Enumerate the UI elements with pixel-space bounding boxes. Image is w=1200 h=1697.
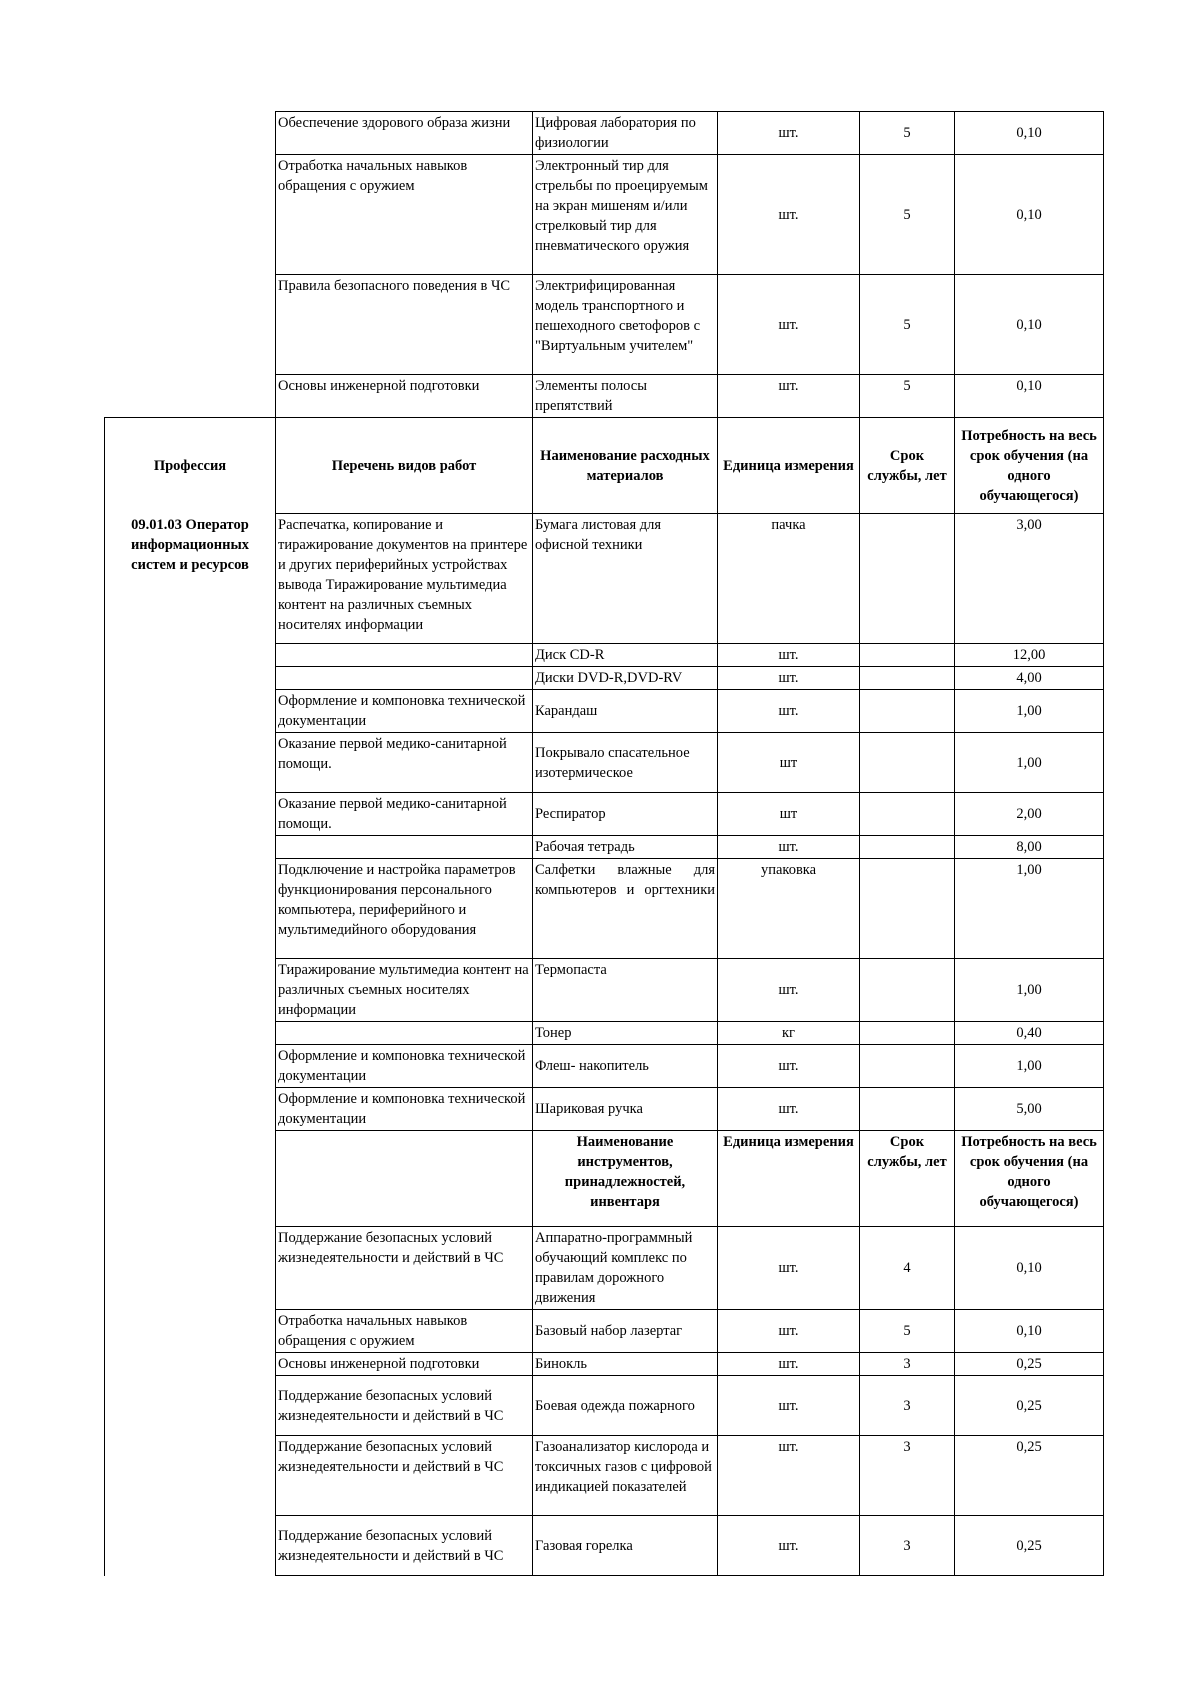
cell-service-life	[860, 1088, 955, 1131]
cell-item-name: Наименование расходных материалов	[533, 418, 718, 514]
cell-item-name: Диск CD-R	[533, 644, 718, 667]
cell-unit: шт.	[718, 155, 860, 275]
cell-profession: Профессия	[105, 418, 276, 514]
cell-work-type: Основы инженерной подготовки	[276, 375, 533, 418]
cell-requirement: 5,00	[955, 1088, 1104, 1131]
cell-work-type: Основы инженерной подготовки	[276, 1353, 533, 1376]
table-row	[105, 1088, 1104, 1131]
cell-item-name: Салфетки влажные для компьютеров и оргтехники	[533, 859, 718, 959]
cell-requirement: 0,25	[955, 1353, 1104, 1376]
cell-unit: шт.	[718, 112, 860, 155]
cell-service-life	[860, 859, 955, 959]
cell-requirement: 0,10	[955, 112, 1104, 155]
cell-requirement: Потребность на весь срок обучения (на одного обучающегося)	[955, 1131, 1104, 1227]
cell-item-name: Элементы полосы препятствий	[533, 375, 718, 418]
table-row	[105, 690, 1104, 733]
cell-service-life: Срок службы, лет	[860, 418, 955, 514]
header-row	[105, 418, 1104, 514]
table-row	[105, 1353, 1104, 1376]
cell-profession	[105, 1022, 276, 1045]
table-row	[105, 667, 1104, 690]
cell-item-name: Респиратор	[533, 793, 718, 836]
cell-unit: упаковка	[718, 859, 860, 959]
cell-item-name: Электронный тир для стрельбы по проецируемым на экран мишеням и/или стрелковый тир для пневматического оружия	[533, 155, 718, 275]
cell-requirement: Потребность на весь срок обучения (на одного обучающегося)	[955, 418, 1104, 514]
cell-requirement: 1,00	[955, 959, 1104, 1022]
cell-unit: шт.	[718, 1436, 860, 1516]
cell-service-life	[860, 644, 955, 667]
cell-service-life: 5	[860, 1310, 955, 1353]
cell-service-life	[860, 1022, 955, 1045]
cell-item-name: Наименование инструментов, принадлежностей, инвентаря	[533, 1131, 718, 1227]
cell-unit: шт.	[718, 690, 860, 733]
cell-requirement: 0,10	[955, 275, 1104, 375]
cell-service-life: 5	[860, 275, 955, 375]
table-row	[105, 1022, 1104, 1045]
cell-work-type: Правила безопасного поведения в ЧС	[276, 275, 533, 375]
cell-item-name: Бинокль	[533, 1353, 718, 1376]
cell-profession	[105, 155, 276, 275]
table-row	[105, 859, 1104, 959]
cell-unit: шт.	[718, 959, 860, 1022]
cell-work-type: Тиражирование мультимедиа контент на различных съемных носителях информации	[276, 959, 533, 1022]
table-row	[105, 644, 1104, 667]
cell-service-life	[860, 793, 955, 836]
cell-item-name: Боевая одежда пожарного	[533, 1376, 718, 1436]
cell-unit: шт.	[718, 1353, 860, 1376]
cell-unit: шт	[718, 733, 860, 793]
cell-work-type: Поддержание безопасных условий жизнедеятельности и действий в ЧС	[276, 1376, 533, 1436]
cell-requirement: 0,40	[955, 1022, 1104, 1045]
cell-work-type: Распечатка, копирование и тиражирование документов на принтере и других периферийных устройствах вывода Тиражирование мультимедиа контент на различных съемных носителях информации	[276, 514, 533, 644]
cell-requirement: 1,00	[955, 690, 1104, 733]
cell-item-name: Аппаратно-программный обучающий комплекс по правилам дорожного движения	[533, 1227, 718, 1310]
cell-unit: Единица измерения	[718, 418, 860, 514]
table-row	[105, 112, 1104, 155]
cell-requirement: 3,00	[955, 514, 1104, 644]
cell-work-type	[276, 1131, 533, 1227]
cell-service-life	[860, 836, 955, 859]
cell-requirement: 4,00	[955, 667, 1104, 690]
cell-item-name: Газовая горелка	[533, 1516, 718, 1576]
cell-profession	[105, 375, 276, 418]
cell-profession	[105, 1227, 276, 1310]
cell-requirement: 1,00	[955, 859, 1104, 959]
cell-profession	[105, 1088, 276, 1131]
cell-unit: шт.	[718, 1376, 860, 1436]
cell-requirement: 0,25	[955, 1376, 1104, 1436]
cell-profession	[105, 1131, 276, 1227]
cell-service-life	[860, 667, 955, 690]
cell-item-name: Диски DVD-R,DVD-RV	[533, 667, 718, 690]
cell-service-life	[860, 1045, 955, 1088]
cell-profession	[105, 667, 276, 690]
cell-work-type: Обеспечение здорового образа жизни	[276, 112, 533, 155]
table-row	[105, 1516, 1104, 1576]
cell-work-type: Поддержание безопасных условий жизнедеятельности и действий в ЧС	[276, 1516, 533, 1576]
table-row	[105, 1376, 1104, 1436]
cell-unit: шт.	[718, 667, 860, 690]
cell-unit: шт.	[718, 375, 860, 418]
cell-item-name: Газоанализатор кислорода и токсичных газов с цифровой индикацией показателей	[533, 1436, 718, 1516]
cell-work-type: Перечень видов работ	[276, 418, 533, 514]
cell-profession	[105, 275, 276, 375]
cell-item-name: Флеш- накопитель	[533, 1045, 718, 1088]
cell-item-name: Электрифицированная модель транспортного и пешеходного светофоров с "Виртуальным учителем"	[533, 275, 718, 375]
table-row	[105, 836, 1104, 859]
cell-unit: пачка	[718, 514, 860, 644]
table-row	[105, 793, 1104, 836]
table-row	[105, 514, 1104, 644]
cell-service-life: 3	[860, 1376, 955, 1436]
cell-profession	[105, 1516, 276, 1576]
cell-service-life: 3	[860, 1436, 955, 1516]
cell-requirement: 0,10	[955, 375, 1104, 418]
cell-requirement: 0,25	[955, 1436, 1104, 1516]
cell-service-life	[860, 690, 955, 733]
cell-requirement: 8,00	[955, 836, 1104, 859]
cell-service-life	[860, 959, 955, 1022]
cell-profession	[105, 959, 276, 1022]
cell-profession	[105, 1310, 276, 1353]
table-row	[105, 375, 1104, 418]
table-row	[105, 959, 1104, 1022]
cell-service-life: 3	[860, 1516, 955, 1576]
cell-unit: шт.	[718, 1310, 860, 1353]
cell-work-type: Оказание первой медико-санитарной помощи.	[276, 733, 533, 793]
cell-work-type: Поддержание безопасных условий жизнедеятельности и действий в ЧС	[276, 1436, 533, 1516]
cell-profession	[105, 793, 276, 836]
cell-unit: шт.	[718, 1516, 860, 1576]
cell-unit: Единица измерения	[718, 1131, 860, 1227]
table-row	[105, 155, 1104, 275]
cell-work-type: Оформление и компоновка технической документации	[276, 1045, 533, 1088]
header-row	[105, 1131, 1104, 1227]
cell-profession	[105, 859, 276, 959]
cell-unit: шт	[718, 793, 860, 836]
cell-profession: 09.01.03 Оператор информационных систем и ресурсов	[105, 514, 276, 644]
cell-requirement: 1,00	[955, 733, 1104, 793]
cell-profession	[105, 1045, 276, 1088]
cell-service-life	[860, 514, 955, 644]
cell-profession	[105, 644, 276, 667]
table-row	[105, 275, 1104, 375]
cell-service-life	[860, 733, 955, 793]
cell-item-name: Карандаш	[533, 690, 718, 733]
cell-profession	[105, 1353, 276, 1376]
cell-requirement: 0,10	[955, 1227, 1104, 1310]
cell-work-type: Поддержание безопасных условий жизнедеятельности и действий в ЧС	[276, 1227, 533, 1310]
cell-requirement: 12,00	[955, 644, 1104, 667]
cell-unit: кг	[718, 1022, 860, 1045]
cell-unit: шт.	[718, 1088, 860, 1131]
cell-work-type	[276, 1022, 533, 1045]
cell-work-type: Оформление и компоновка технической документации	[276, 690, 533, 733]
cell-item-name: Рабочая тетрадь	[533, 836, 718, 859]
cell-service-life: Срок службы, лет	[860, 1131, 955, 1227]
cell-profession	[105, 690, 276, 733]
cell-service-life: 5	[860, 112, 955, 155]
cell-work-type: Отработка начальных навыков обращения с оружием	[276, 1310, 533, 1353]
cell-work-type: Оказание первой медико-санитарной помощи.	[276, 793, 533, 836]
cell-work-type: Подключение и настройка параметров функционирования персонального компьютера, периферийного и мультимедийного оборудования	[276, 859, 533, 959]
cell-requirement: 0,10	[955, 1310, 1104, 1353]
cell-requirement: 1,00	[955, 1045, 1104, 1088]
cell-unit: шт.	[718, 275, 860, 375]
cell-work-type	[276, 667, 533, 690]
cell-service-life: 4	[860, 1227, 955, 1310]
cell-item-name: Цифровая лаборатория по физиологии	[533, 112, 718, 155]
cell-item-name: Покрывало спасательное изотермическое	[533, 733, 718, 793]
table-row	[105, 1436, 1104, 1516]
table-row	[105, 1310, 1104, 1353]
cell-unit: шт.	[718, 644, 860, 667]
cell-unit: шт.	[718, 1045, 860, 1088]
cell-profession	[105, 733, 276, 793]
cell-profession	[105, 112, 276, 155]
cell-service-life: 3	[860, 1353, 955, 1376]
cell-item-name: Термопаста	[533, 959, 718, 1022]
table-row	[105, 1045, 1104, 1088]
table-row	[105, 1227, 1104, 1310]
cell-item-name: Базовый набор лазертаг	[533, 1310, 718, 1353]
cell-service-life: 5	[860, 155, 955, 275]
cell-work-type	[276, 836, 533, 859]
cell-unit: шт.	[718, 1227, 860, 1310]
cell-profession	[105, 1436, 276, 1516]
cell-requirement: 2,00	[955, 793, 1104, 836]
cell-item-name: Шариковая ручка	[533, 1088, 718, 1131]
equipment-table	[104, 111, 1104, 1576]
cell-requirement: 0,25	[955, 1516, 1104, 1576]
cell-profession	[105, 836, 276, 859]
cell-work-type: Оформление и компоновка технической документации	[276, 1088, 533, 1131]
cell-profession	[105, 1376, 276, 1436]
cell-work-type: Отработка начальных навыков обращения с оружием	[276, 155, 533, 275]
cell-work-type	[276, 644, 533, 667]
cell-item-name: Тонер	[533, 1022, 718, 1045]
cell-unit: шт.	[718, 836, 860, 859]
cell-requirement: 0,10	[955, 155, 1104, 275]
cell-item-name: Бумага листовая для офисной техники	[533, 514, 718, 644]
table-row	[105, 733, 1104, 793]
cell-service-life: 5	[860, 375, 955, 418]
